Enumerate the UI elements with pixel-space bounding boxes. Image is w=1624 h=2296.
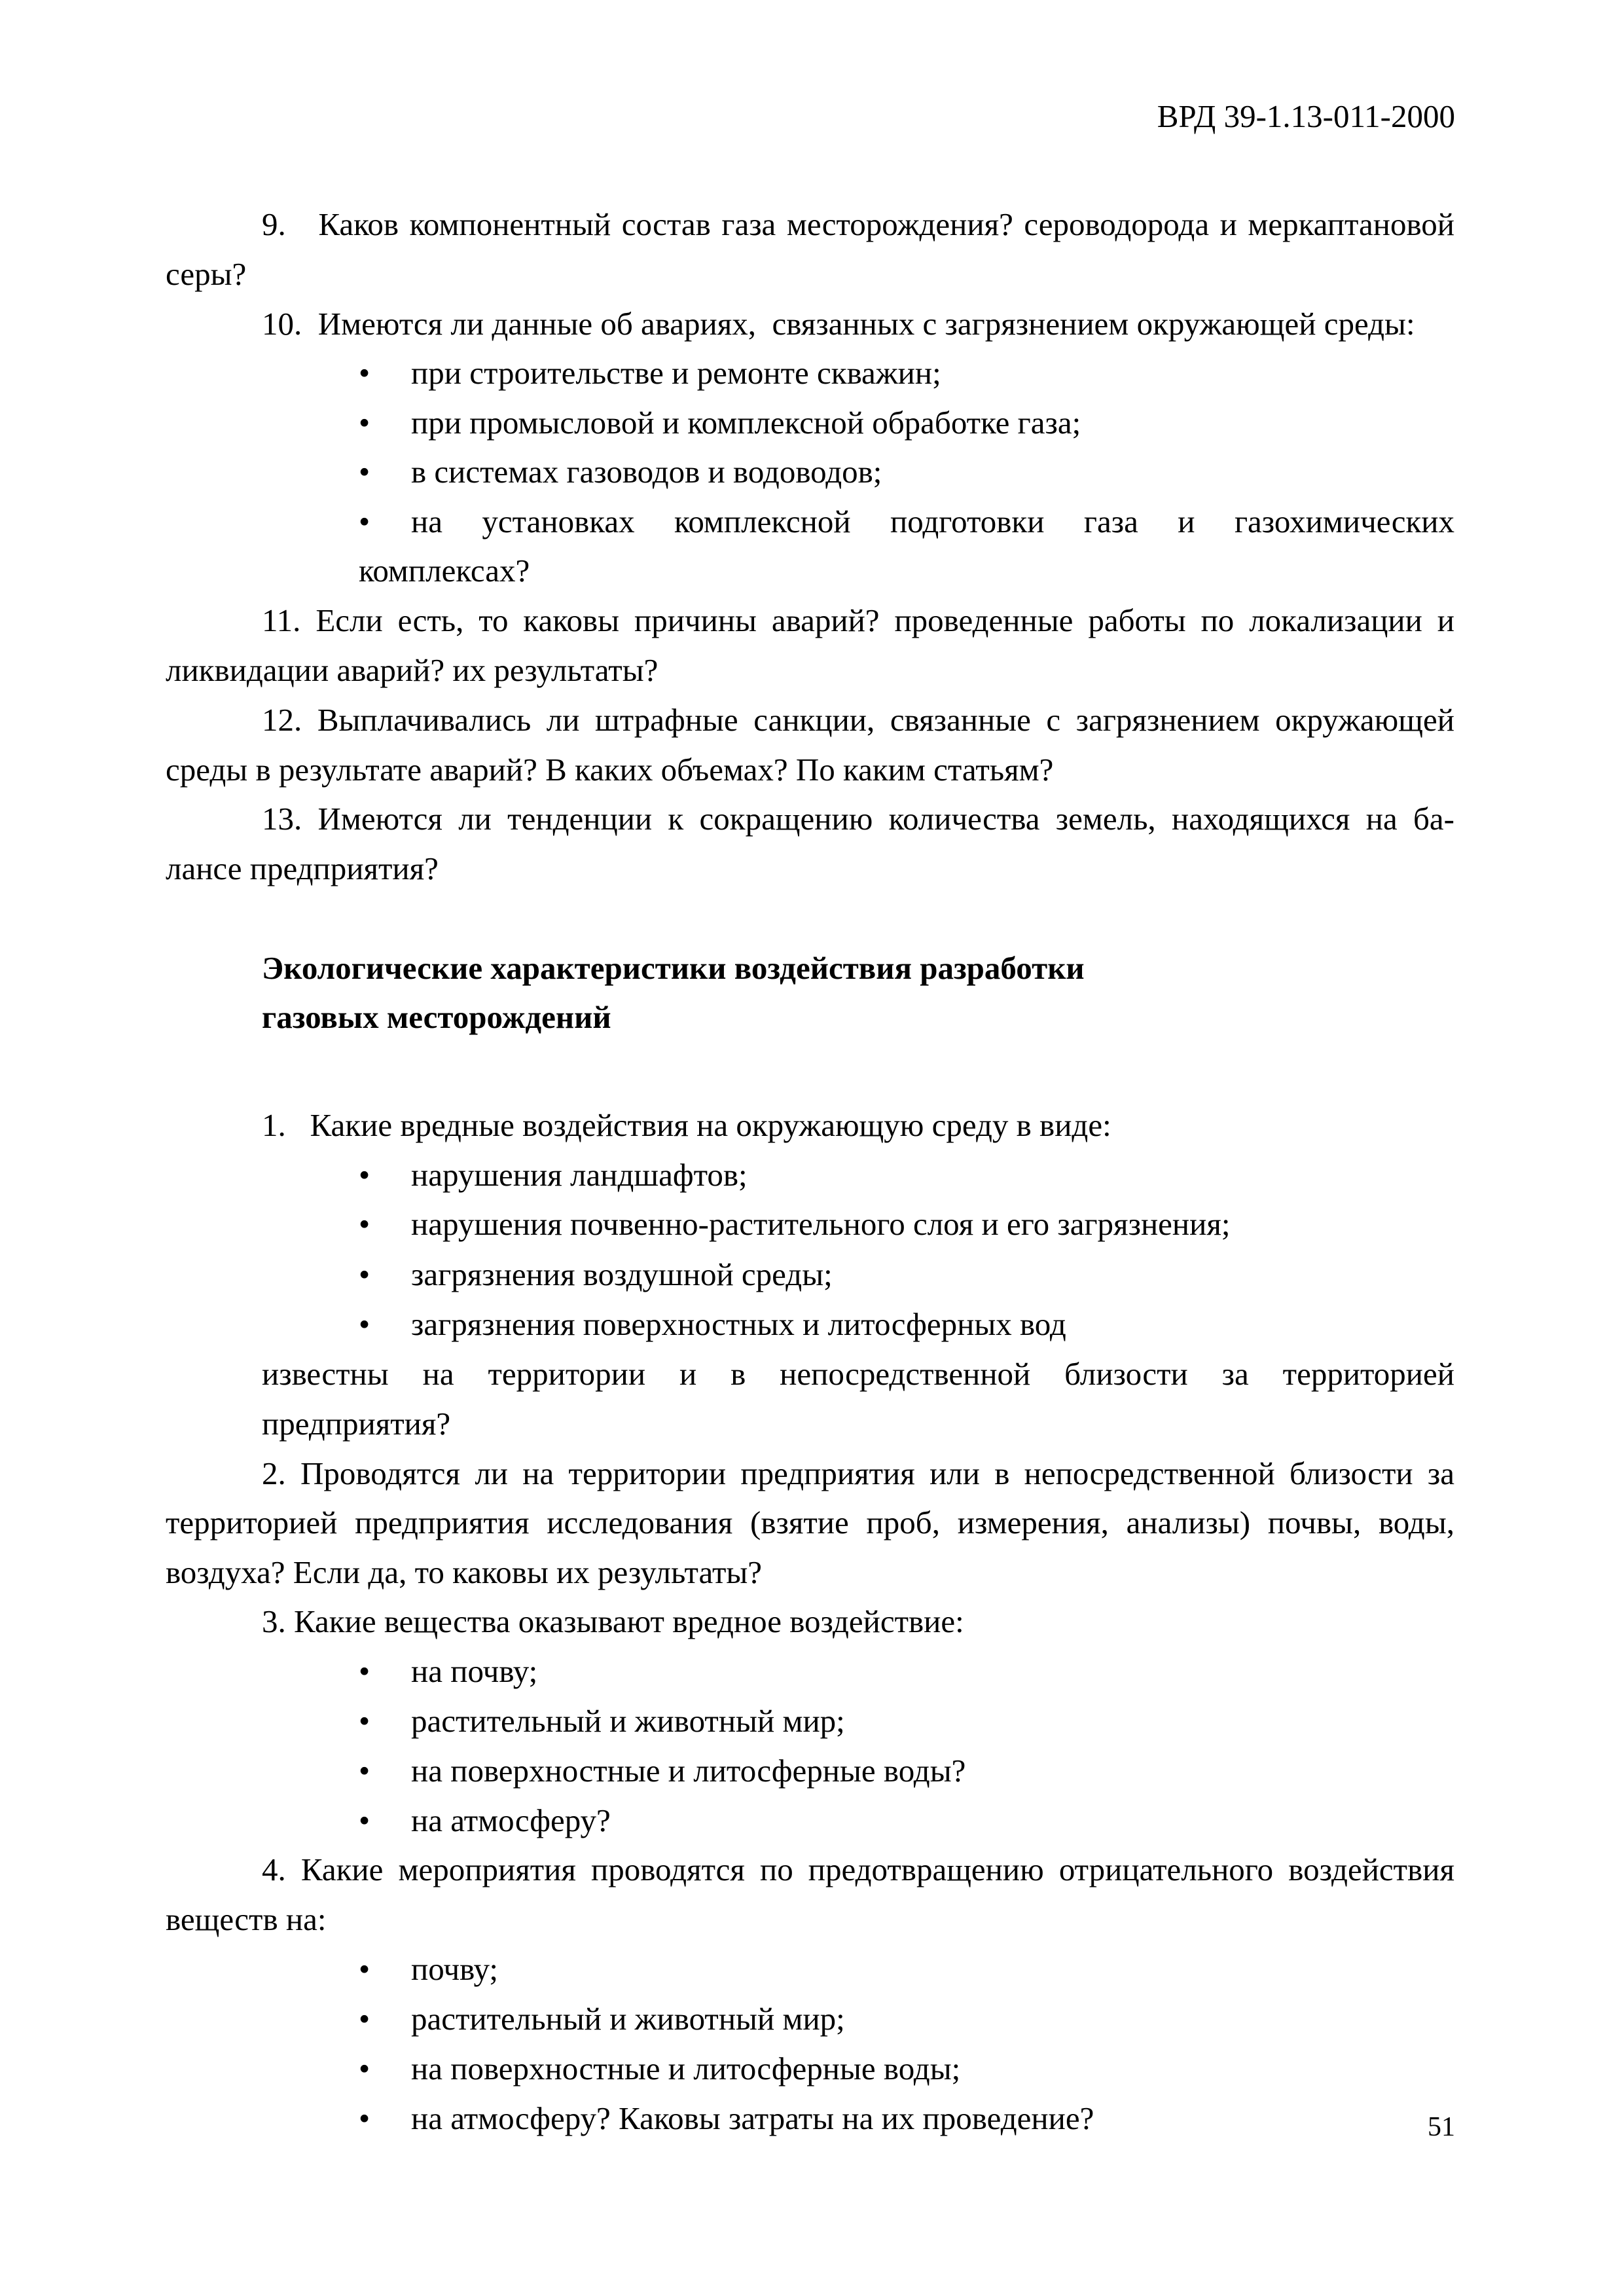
- document-code: ВРД 39-1.13-011-2000: [1157, 98, 1455, 134]
- question-11-line-2: ликвидации аварий? их результаты?: [166, 652, 659, 688]
- question-1-continuation-1: известны на территории и в непосредственной близости за территорией: [262, 1356, 1454, 1392]
- bullet-icon: •: [359, 1653, 370, 1689]
- question-12-line-2: среды в результате аварий? В каких объемах? По каким статьям?: [166, 752, 1054, 788]
- bullet-icon: •: [359, 1802, 370, 1838]
- question-3-line-1: 3. Какие вещества оказывают вредное воздействие:: [262, 1603, 964, 1639]
- list-item: в системах газоводов и водоводов;: [411, 454, 882, 490]
- bullet-icon: •: [359, 1703, 370, 1739]
- bullet-icon: •: [359, 2001, 370, 2037]
- list-item: на поверхностные и литосферные воды;: [411, 2050, 961, 2086]
- section-heading-line-1: Экологические характеристики воздействия разработки: [262, 950, 1085, 986]
- list-item: на атмосферу?: [411, 1802, 611, 1838]
- question-11-line-1: 11. Если есть, то каковы причины аварий? проведенные работы по локализации и: [262, 602, 1454, 638]
- bullet-icon: •: [359, 1157, 370, 1193]
- list-item-continuation: комплексах?: [359, 553, 530, 589]
- question-2-line-1: 2. Проводятся ли на территории предприятия или в непосредственной близости за: [262, 1455, 1454, 1491]
- list-item: нарушения ландшафтов;: [411, 1157, 748, 1193]
- bullet-icon: •: [359, 1753, 370, 1789]
- question-1-continuation-2: предприятия?: [262, 1406, 451, 1442]
- list-item: на почву;: [411, 1653, 538, 1689]
- list-item: на поверхностные и литосферные воды?: [411, 1753, 966, 1789]
- list-item: при строительстве и ремонте скважин;: [411, 355, 941, 391]
- list-item: на установках комплексной подготовки газа и газохимических: [411, 503, 1454, 539]
- question-12-line-1: 12. Выплачивались ли штрафные санкции, связанные с загрязнением окружающей: [262, 702, 1454, 738]
- question-9-line-1: 9. Каков компонентный состав газа месторождения? сероводорода и меркаптановой: [262, 206, 1454, 242]
- question-9-line-2: серы?: [166, 256, 247, 292]
- list-item: почву;: [411, 1951, 499, 1987]
- bullet-icon: •: [359, 454, 370, 490]
- list-item: загрязнения воздушной среды;: [411, 1256, 833, 1292]
- bullet-icon: •: [359, 1951, 370, 1987]
- page-number: 51: [1428, 2112, 1455, 2142]
- list-item: загрязнения поверхностных и литосферных вод: [411, 1306, 1066, 1342]
- question-10-line-1: 10. Имеются ли данные об авариях, связанных с загрязнением окружающей среды:: [262, 306, 1415, 342]
- question-2-line-2: территорией предприятия исследования (взятие проб, измерения, анализы) почвы, воды,: [166, 1504, 1454, 1540]
- list-item: на атмосферу? Каковы затраты на их проведение?: [411, 2100, 1094, 2136]
- question-4-line-1: 4. Какие мероприятия проводятся по предотвращению отрицательного воздействия: [262, 1851, 1454, 1887]
- bullet-icon: •: [359, 1306, 370, 1342]
- question-2-line-3: воздуха? Если да, то каковы их результаты?: [166, 1554, 763, 1590]
- list-item: растительный и животный мир;: [411, 2001, 845, 2037]
- bullet-icon: •: [359, 1206, 370, 1242]
- question-13-line-1: 13. Имеются ли тенденции к сокращению количества земель, находящихся на ба-: [262, 801, 1454, 837]
- section-heading-line-2: газовых месторождений: [262, 999, 611, 1035]
- bullet-icon: •: [359, 405, 370, 441]
- question-4-line-2: веществ на:: [166, 1901, 327, 1937]
- bullet-icon: •: [359, 1256, 370, 1292]
- question-13-line-2: лансе предприятия?: [166, 850, 439, 886]
- bullet-icon: •: [359, 503, 370, 539]
- bullet-icon: •: [359, 355, 370, 391]
- list-item: при промысловой и комплексной обработке газа;: [411, 405, 1081, 441]
- bullet-icon: •: [359, 2100, 370, 2136]
- question-1-line-1: 1. Какие вредные воздействия на окружающую среду в виде:: [262, 1107, 1111, 1143]
- list-item: растительный и животный мир;: [411, 1703, 845, 1739]
- list-item: нарушения почвенно-растительного слоя и его загрязнения;: [411, 1206, 1231, 1242]
- bullet-icon: •: [359, 2050, 370, 2086]
